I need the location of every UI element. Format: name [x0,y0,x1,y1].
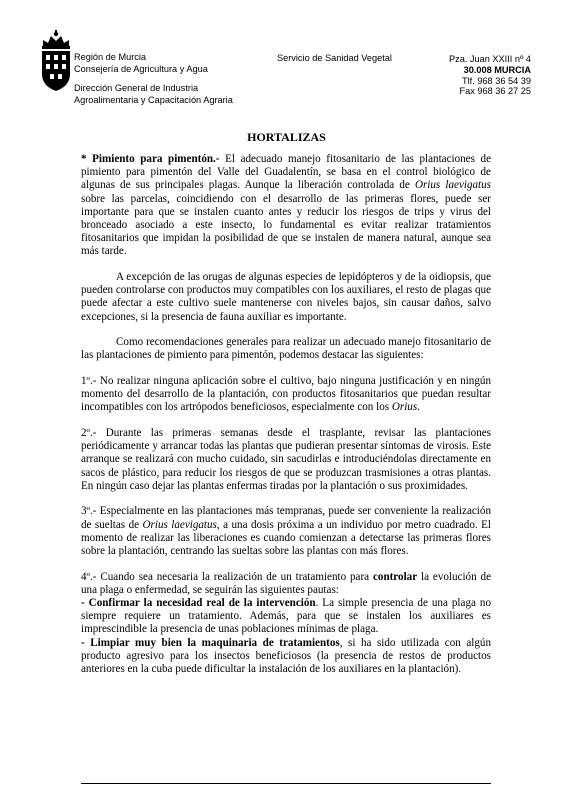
address-fax: Fax 968 36 27 25 [459,86,531,97]
recommendation-4: 4º.- Cuando sea necesaria la realización de un tratamiento para controlar la evolución de una plaga o enfermedad, se seguirán las siguientes pautas: [81,570,491,596]
org-department: Consejería de Agricultura y Agua [74,63,208,74]
address-street: Pza. Juan XXIII nº 4 [448,54,531,64]
paragraph-recommendations: Como recomendaciones generales para realizar un adecuado manejo fitosanitario de las plantaciones de pimiento para pimentón, podemos destacar las siguientes: [81,336,491,362]
recommendation-1: 1º.- No realizar ninguna aplicación sobre el cultivo, bajo ninguna justificación y en ningún momento del desarrollo de la plantación, con productos fitosanitarios que puedan resultar incompatibles con los artrópodos beneficiosos, especialmente con los Orius. [81,375,491,414]
guideline-clean-machinery: - Limpiar muy bien la maquinaria de tratamientos, si ha sido utilizada con algún producto agresivo para los insectos beneficiosos (la presencia de restos de productos anteriores en la cuba puede dificultar la instalación de los auxiliares en la plantación). [81,636,491,676]
address-city: 30.008 MURCIA [463,64,531,75]
paragraph-exceptions: A excepción de las orugas de algunas especies de lepidópteros y de la oidiopsis, que pueden controlarse con productos muy compatibles con los auxiliares, el resto de plagas que puede afectar a este cultivo suele mantenerse con niveles bajos, sin causar daños, salvo excepciones, si la presencia de fauna auxiliar es importante. [81,271,491,323]
org-directorate-2: Agroalimentaria y Capacitación Agraria [74,94,233,105]
organization-block [74,52,208,75]
address-phone: Tlf. 968 36 54 39 [462,75,531,86]
service-name: Servicio de Sanidad Vegetal [277,53,392,63]
region-crest-icon [39,30,73,92]
footer-rule [81,783,491,784]
document-body [81,153,491,676]
recommendation-3: 3º.- Especialmente en las plantaciones más tempranas, puede ser conveniente la realización de sueltas de Orius laevigatus, a una dosis próxima a un individuo por metro cuadrado. El momento de realizar las liberaciones es cuando comienzan a detectarse las primeras flores sobre la plantación, centrando las sueltas sobre las plantas con más flores. [81,505,491,558]
paragraph-pimiento: * Pimiento para pimentón.- El adecuado manejo fitosanitario de las plantaciones de pimiento para pimentón del Valle del Guadalentín, se basa en el control biológico de algunas de sus principales plagas. Aunque la liberación controlada de Orius laevigatus sobre las parcelas, coincidiendo con el desarrollo de las primeras flores, puede ser importante para que se instalen cuanto antes y reducir los riesgos de trips y virus del bronceado asociado a este insecto, lo fundamental es evitar realizar tratamientos fitosanitarios que impidan la posibilidad de que se instalen de manera natural, aunque sea más tarde. [81,153,491,258]
org-region: Región de Murcia [74,52,147,62]
guideline-confirm-need: - Confirmar la necesidad real de la intervención. La simple presencia de una plaga no siempre requiere un tratamiento. Además, para que se instalen los auxiliares es imprescindible la presencia de unas poblaciones mínimas de plaga. [81,597,491,636]
org-directorate-1: Dirección General de Industria [74,83,199,93]
address-block [449,54,531,97]
directorate-block [74,83,233,106]
document-title: HORTALIZAS [247,130,326,144]
recommendation-2: 2º.- Durante las primeras semanas desde el trasplante, revisar las plantaciones periódicamente y arrancar todas las plantas que pudieran presentar síntomas de virosis. Este arranque se realizará con mucho cuidado, sin sacudirlas e introduciéndolas directamente en sacos de plástico, para reducir los riesgos de que se produzcan trasmisiones a otras plantas. En ningún caso dejar las plantas enfermas tiradas por la plantación o sus proximidades. [81,427,491,492]
